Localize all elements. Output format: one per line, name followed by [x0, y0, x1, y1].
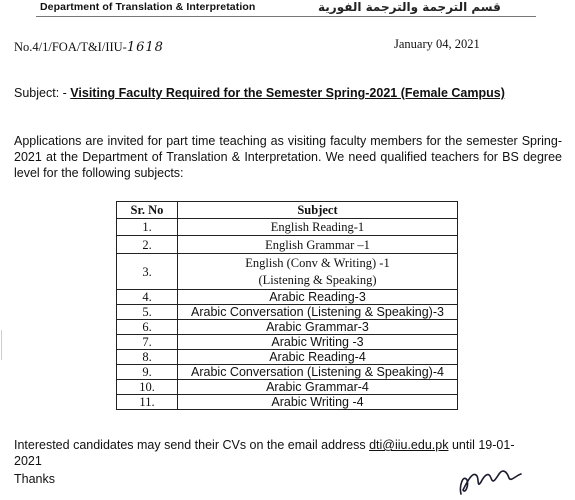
margin-mark	[1, 330, 6, 360]
column-header-subject: Subject	[178, 202, 458, 219]
row-subject: Arabic Conversation (Listening & Speaking)-4	[178, 365, 458, 380]
row-sr: 8.	[117, 350, 178, 365]
table-header-row	[117, 202, 458, 219]
subject-title: Visiting Faculty Required for the Semester Spring-2021 (Female Campus)	[70, 86, 505, 100]
header-divider	[36, 16, 536, 17]
table-row	[117, 335, 458, 350]
row-subject: English Reading-1	[178, 219, 458, 236]
subject-prefix: Subject: -	[14, 86, 71, 100]
table-row	[117, 254, 458, 290]
footer-text-after: until 19-01-2021	[14, 438, 515, 468]
notice-date: January 04, 2021	[394, 37, 480, 51]
row-subject-line1: English (Conv & Writing) -1	[245, 255, 390, 270]
row-subject-multiline	[178, 254, 458, 290]
subject-line	[14, 85, 559, 101]
row-subject: Arabic Writing -3	[178, 335, 458, 350]
row-sr: 10.	[117, 380, 178, 395]
row-subject: Arabic Conversation (Listening & Speaking)-3	[178, 305, 458, 320]
table-row	[117, 350, 458, 365]
row-subject: English Grammar –1	[178, 236, 458, 254]
email-link[interactable]: dti@iiu.edu.pk	[369, 438, 449, 452]
reference-number	[14, 40, 164, 55]
thanks-text: Thanks	[14, 472, 55, 486]
table-row	[117, 290, 458, 305]
reference-handwritten-number: 1618	[126, 40, 164, 55]
row-sr: 6.	[117, 320, 178, 335]
row-subject-line2: (Listening & Speaking)	[258, 272, 377, 287]
row-subject: Arabic Grammar-3	[178, 320, 458, 335]
reference-prefix: No.4/1/FOA/T&I/IIU-	[14, 40, 127, 54]
row-sr: 4.	[117, 290, 178, 305]
table-row	[117, 320, 458, 335]
row-subject: Arabic Reading-3	[178, 290, 458, 305]
table-row	[117, 380, 458, 395]
row-sr: 11.	[117, 395, 178, 410]
table-row	[117, 236, 458, 254]
row-sr: 7.	[117, 335, 178, 350]
row-sr: 9.	[117, 365, 178, 380]
row-subject: Arabic Grammar-4	[178, 380, 458, 395]
row-sr: 1.	[117, 219, 178, 236]
row-subject: Arabic Writing -4	[178, 395, 458, 410]
signature-icon	[455, 460, 535, 498]
table-row	[117, 305, 458, 320]
subjects-table	[116, 201, 458, 410]
table-row	[117, 395, 458, 410]
row-sr: 3.	[117, 254, 178, 290]
footer-text-before: Interested candidates may send their CVs on the email address	[14, 438, 370, 452]
header-department-en: Department of Translation & Interpretation	[40, 1, 256, 13]
row-subject: Arabic Reading-4	[178, 350, 458, 365]
table-row	[117, 365, 458, 380]
intro-paragraph: Applications are invited for part time teaching as visiting faculty members for the semester Spring-2021 at the Department of Translation & Interpretation. We need qualified teachers for BS degree level for the following subjects:	[14, 134, 562, 180]
row-sr: 5.	[117, 305, 178, 320]
column-header-sr: Sr. No	[117, 202, 178, 219]
table-row	[117, 219, 458, 236]
row-sr: 2.	[117, 236, 178, 254]
header-department-ar: قسم الترجمة والترجمة الفورية	[318, 0, 501, 14]
